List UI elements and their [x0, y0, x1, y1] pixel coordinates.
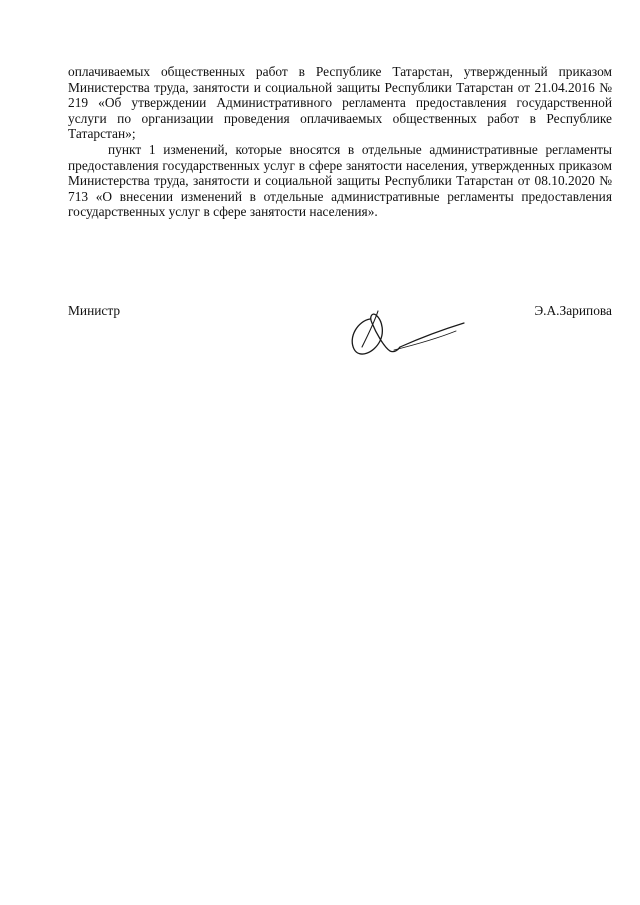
document-body: [68, 64, 612, 220]
paragraph-item: пункт 1 изменений, которые вносятся в отдельные административные регламенты предоставления государственных услуг в сфере занятости населения, утвержденных приказом Министерства труда, занятости и социальной защиты Республики Татарстан от 08.10.2020 № 713 «О внесении изменений в отдельные административные регламенты предоставления государственных услуг в сфере занятости населения».: [68, 141, 612, 220]
handwritten-signature: [328, 303, 468, 365]
paragraph-continued: оплачиваемых общественных работ в Республике Татарстан, утвержденный приказом Министерства труда, занятости и социальной защиты Республики Татарстан от 21.04.2016 № 219 «Об утверждении Административного регламента предоставления государственной услуги по организации проведения оплачиваемых общественных работ в Республике Татарстан»;: [68, 64, 612, 142]
signature-block: [68, 303, 612, 373]
signatory-name: Э.А.Зарипова: [534, 303, 612, 318]
signatory-title: Министр: [68, 303, 121, 318]
